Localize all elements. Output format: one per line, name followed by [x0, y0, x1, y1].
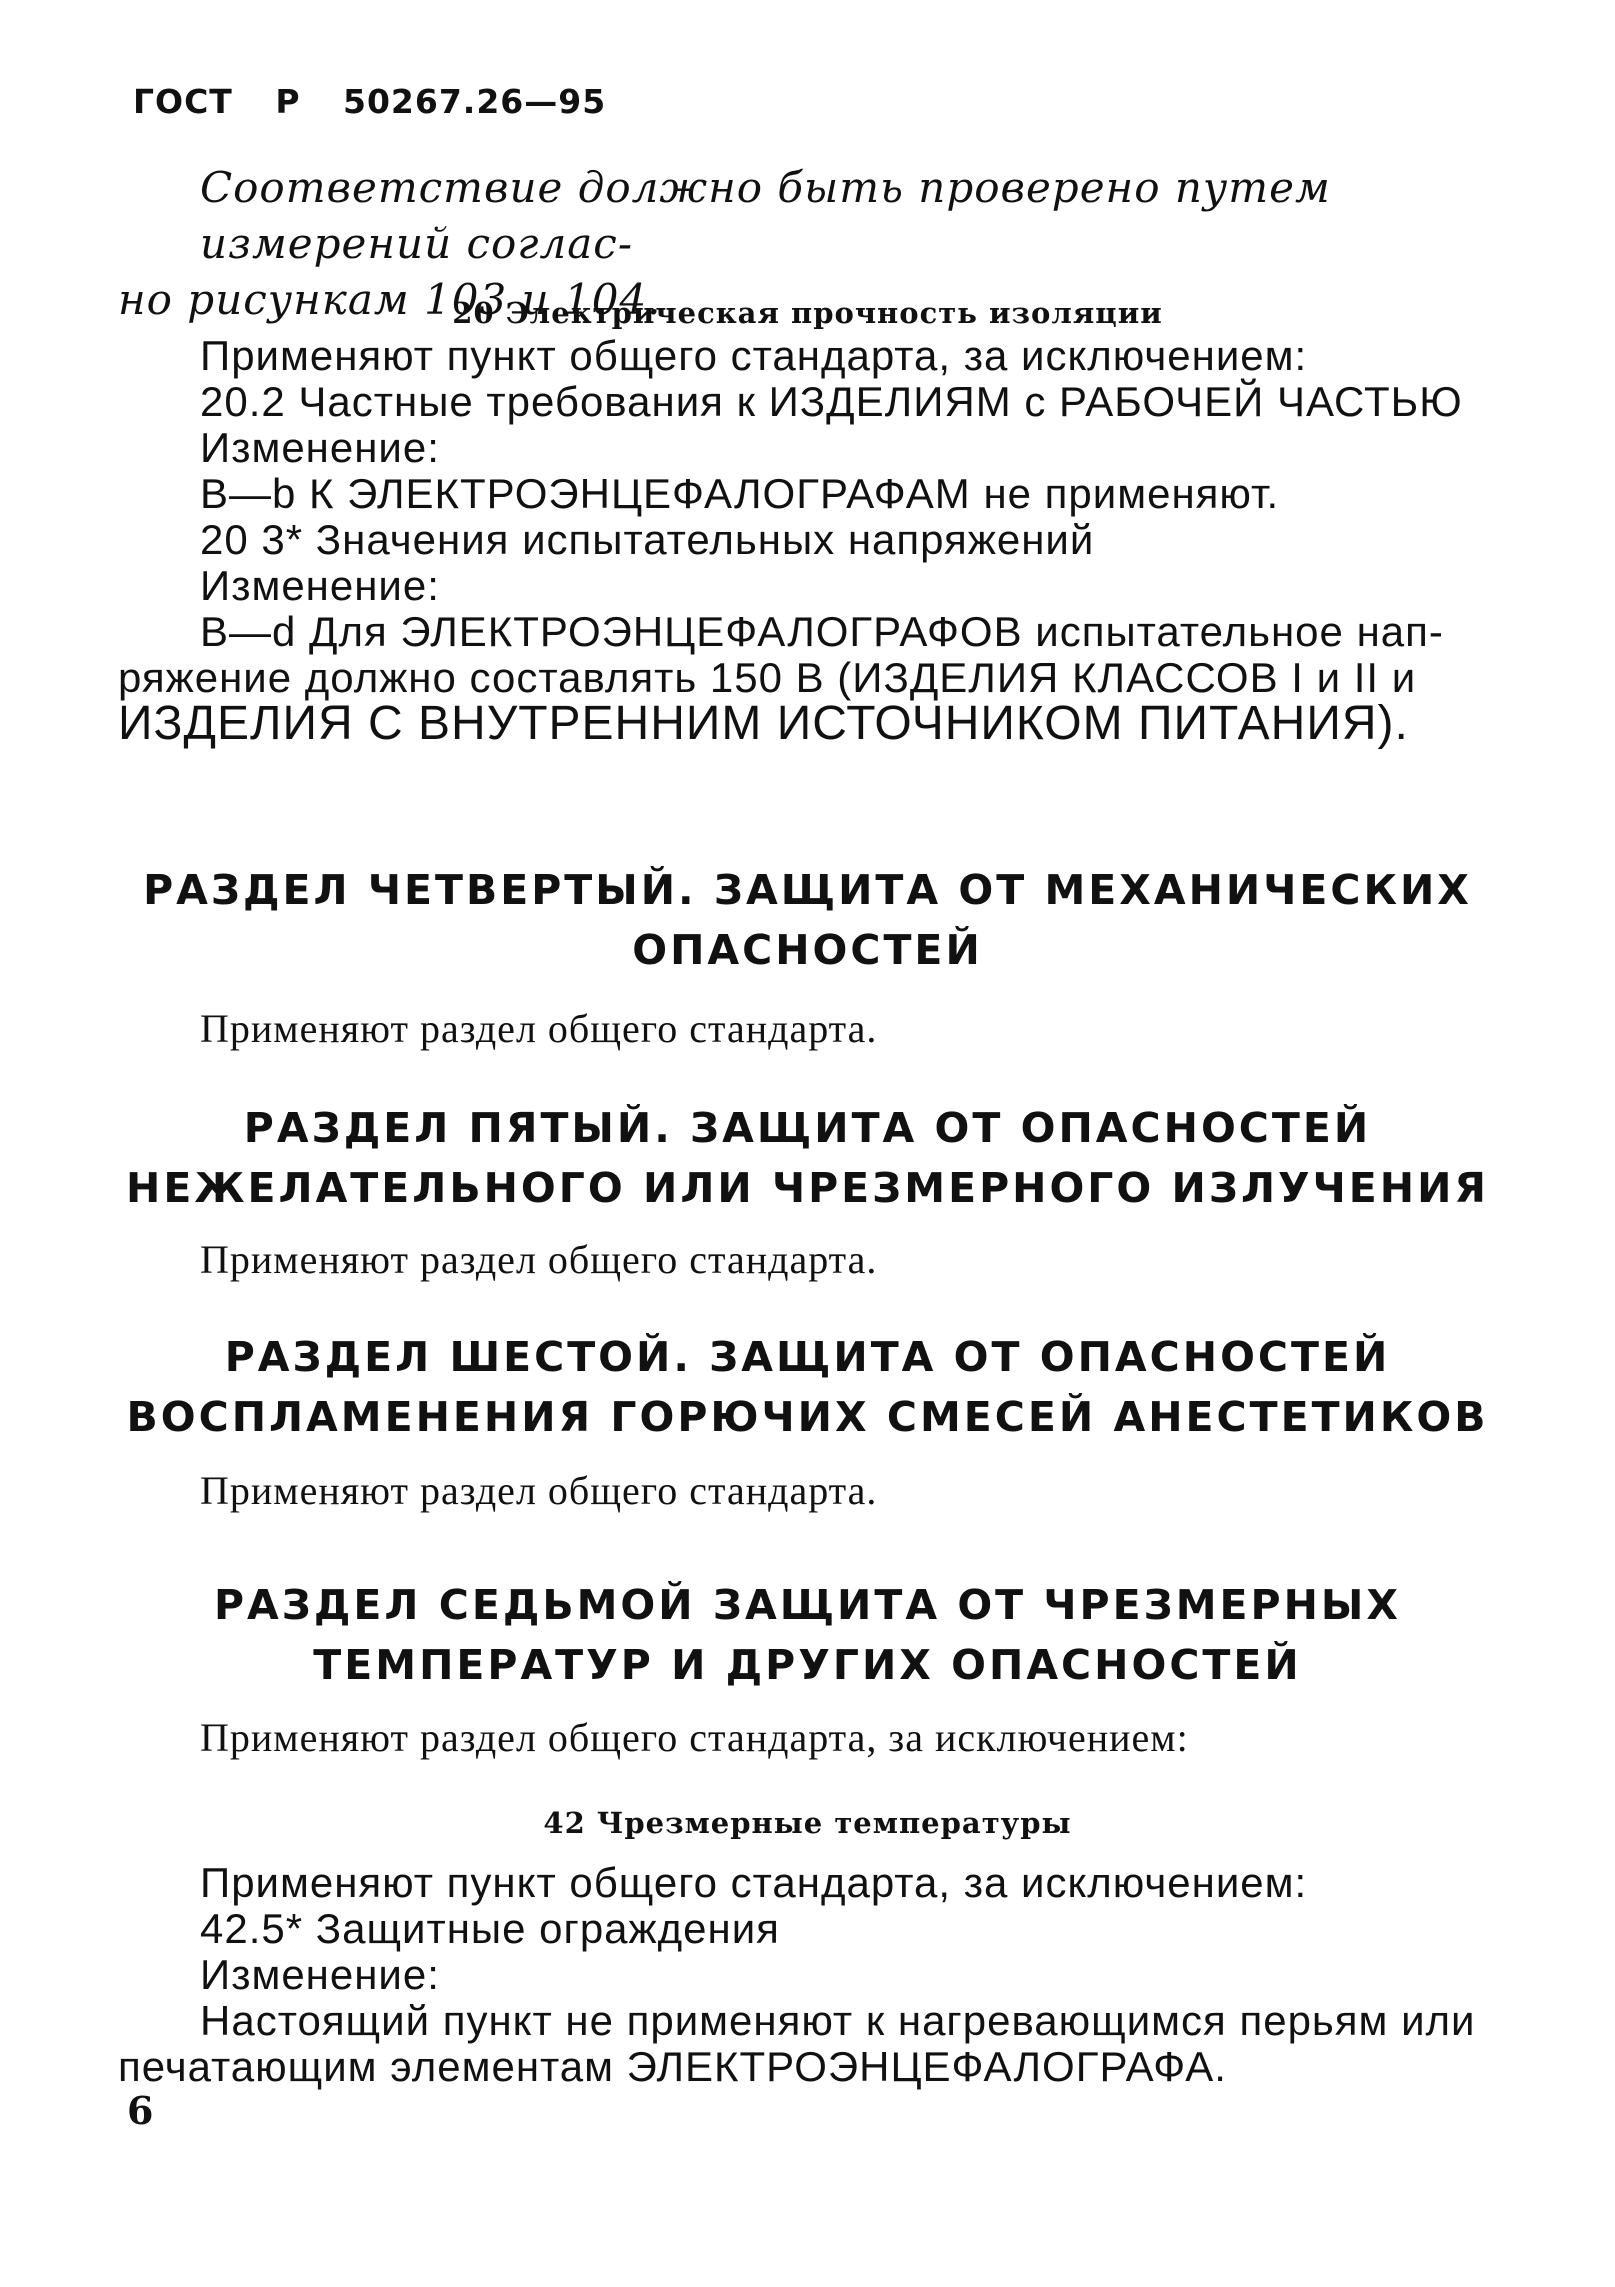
- clause-42-line: печатающим элементам ЭЛЕКТРОЭНЦЕФАЛОГРАФА.: [118, 2043, 1227, 2090]
- clause-42-line: Настоящий пункт не применяют к нагревающимся перьям или: [200, 1997, 1476, 2044]
- clause-20-line: Изменение:: [200, 424, 440, 471]
- page-number: 6: [127, 2088, 154, 2133]
- clause-42-body: [118, 1860, 1538, 2090]
- clause-20-line: 20.2 Частные требования к ИЗДЕЛИЯМ с РАБОЧЕЙ ЧАСТЬЮ: [200, 378, 1463, 425]
- section-4-title-line: РАЗДЕЛ ЧЕТВЕРТЫЙ. ЗАЩИТА ОТ МЕХАНИЧЕСКИХ: [143, 866, 1472, 914]
- section-7-text: Применяют раздел общего стандарта, за исключением:: [200, 1715, 1189, 1760]
- header-number: 50267.26—95: [343, 82, 607, 121]
- section-6-title-line: РАЗДЕЛ ШЕСТОЙ. ЗАЩИТА ОТ ОПАСНОСТЕЙ: [224, 1333, 1391, 1381]
- section-7-title: [0, 1575, 1615, 1695]
- intro-line: Соответствие должно быть проверено путем измерений соглас-: [200, 163, 1331, 268]
- clause-20-line: B—d Для ЭЛЕКТРОЭНЦЕФАЛОГРАФОВ испытательное нап-: [200, 608, 1444, 655]
- section-4-title-line: ОПАСНОСТЕЙ: [632, 926, 983, 974]
- clause-20-line: Применяют пункт общего стандарта, за исключением:: [200, 332, 1308, 379]
- clause-20-line: ряжение должно составлять 150 В (ИЗДЕЛИЯ КЛАССОВ I и II и: [118, 654, 1417, 701]
- document-header: [133, 82, 636, 121]
- section-7-title-line: РАЗДЕЛ СЕДЬМОЙ ЗАЩИТА ОТ ЧРЕЗМЕРНЫХ: [213, 1581, 1402, 1629]
- clause-42-line: Применяют пункт общего стандарта, за исключением:: [200, 1859, 1308, 1906]
- header-gost: ГОСТ: [133, 82, 233, 121]
- section-6-title: [0, 1327, 1615, 1447]
- section-4-title: [0, 860, 1615, 980]
- section-7-title-line: ТЕМПЕРАТУР И ДРУГИХ ОПАСНОСТЕЙ: [313, 1641, 1302, 1689]
- clause-20-body: [118, 332, 1538, 750]
- section-5-title-line: РАЗДЕЛ ПЯТЫЙ. ЗАЩИТА ОТ ОПАСНОСТЕЙ: [243, 1104, 1372, 1152]
- clause-42-line: 42.5* Защитные ограждения: [200, 1905, 780, 1952]
- clause-20-line: ИЗДЕЛИЯ С ВНУТРЕННИМ ИСТОЧНИКОМ ПИТАНИЯ).: [118, 697, 1409, 750]
- header-r: Р: [275, 82, 301, 121]
- clause-20-line: B—b К ЭЛЕКТРОЭНЦЕФАЛОГРАФАМ не применяют.: [200, 470, 1280, 517]
- section-6-text: Применяют раздел общего стандарта.: [200, 1468, 878, 1513]
- clause-42-line: Изменение:: [200, 1951, 440, 1998]
- section-5-text: Применяют раздел общего стандарта.: [200, 1237, 878, 1282]
- clause-20-line: Изменение:: [200, 562, 440, 609]
- clause-20-title: 20 Электрическая прочность изоляции: [452, 296, 1163, 330]
- clause-42-title: 42 Чрезмерные температуры: [543, 1806, 1072, 1840]
- section-5-title: [0, 1098, 1615, 1218]
- section-4-text: Применяют раздел общего стандарта.: [200, 1006, 878, 1051]
- section-6-title-line: ВОСПЛАМЕНЕНИЯ ГОРЮЧИХ СМЕСЕЙ АНЕСТЕТИКОВ: [126, 1393, 1489, 1441]
- section-5-title-line: НЕЖЕЛАТЕЛЬНОГО ИЛИ ЧРЕЗМЕРНОГО ИЗЛУЧЕНИЯ: [126, 1164, 1489, 1212]
- intro-line: но рисункам 103 и 104.: [118, 275, 662, 324]
- clause-20-line: 20 3* Значения испытательных напряжений: [200, 516, 1095, 563]
